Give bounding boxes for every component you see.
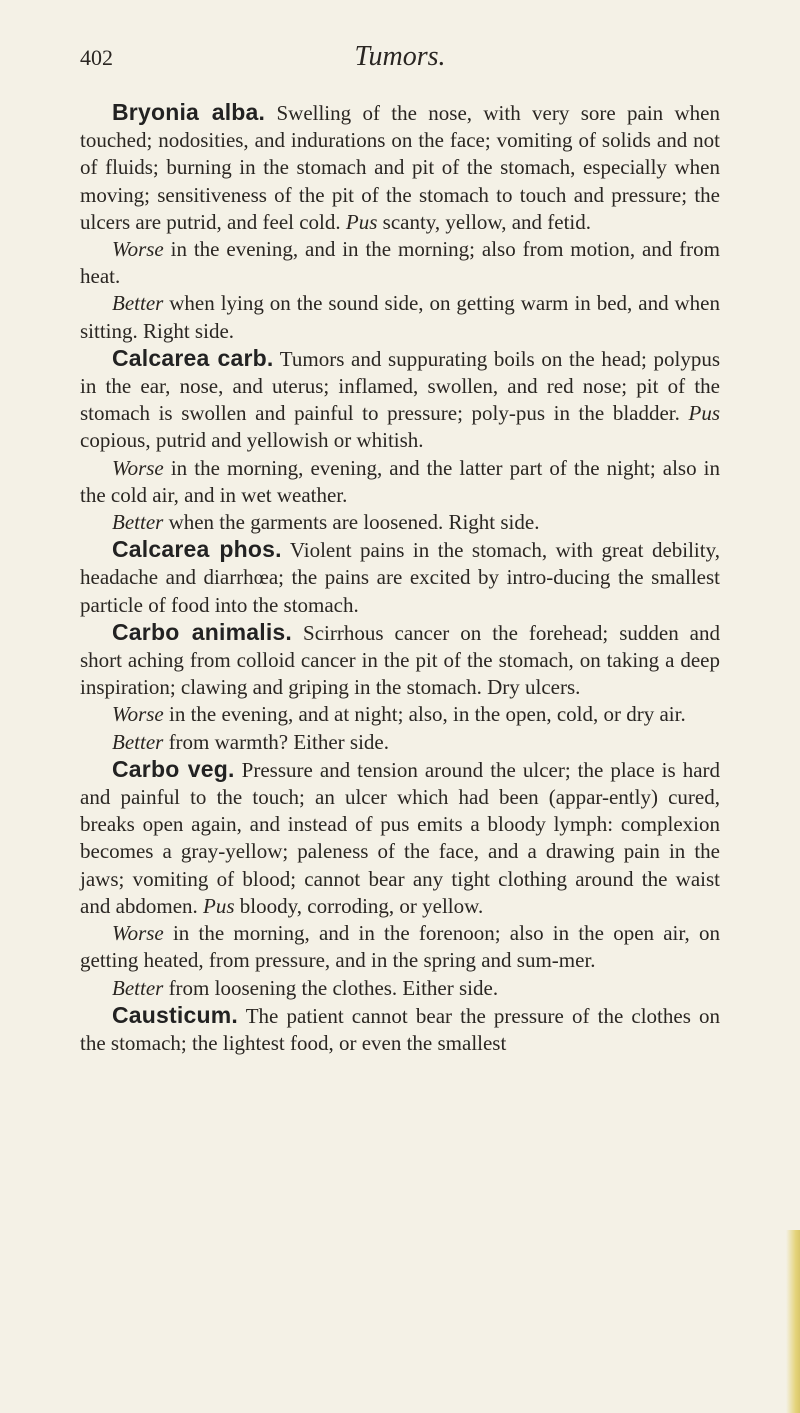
better-text: when lying on the sound side, on getting warm in bed, and when sitting. Right side. [80, 291, 720, 343]
pus-label: Pus [345, 209, 378, 234]
pus-text: bloody, corroding, or yellow. [239, 893, 484, 918]
entry-text: Scirrhous cancer on the forehead; sudden and short aching from colloid cancer in the pit of the stomach, on taking a deep inspiration; clawing and griping in the stomach. Dry ulcers. [80, 620, 721, 700]
entry-bryonia [80, 99, 720, 236]
worse-text: in the morning, and in the forenoon; also in the open air, on getting heated, from pressure, and in the spring and sum-mer. [80, 921, 720, 973]
remedy-name: Calcarea phos. [112, 536, 282, 563]
better-label: Better [112, 510, 164, 535]
page-number: 402 [80, 45, 113, 70]
remedy-name: Carbo veg. [112, 755, 235, 782]
entry-calcarea-carb [80, 345, 720, 455]
pus-text: copious, putrid and yellowish or whitish. [80, 428, 424, 453]
entry-causticum [80, 1002, 720, 1057]
entry-text: The patient cannot bear the pressure of the clothes on the stomach; the lightest food, or even the smallest [80, 1003, 720, 1055]
better-paragraph [80, 975, 720, 1002]
worse-paragraph [80, 920, 720, 974]
entry-text: Violent pains in the stomach, with great debility, headache and diarrhœa; the pains are excited by intro-ducing the smallest particle of food into the stomach. [80, 538, 720, 617]
better-paragraph [80, 729, 720, 756]
better-text: when the garments are loosened. Right side. [168, 510, 540, 535]
better-paragraph [80, 509, 720, 536]
entry-text: Tumors and suppurating boils on the head; polypus in the ear, nose, and uterus; inflamed, swollen, and red nose; pit of the stomach is swollen and painful to pressure; poly-pus in the bladder. [80, 346, 721, 426]
better-text: from loosening the clothes. Either side. [168, 975, 499, 1000]
body-text [80, 99, 720, 1057]
worse-label: Worse [112, 702, 164, 727]
remedy-name: Calcarea carb. [112, 344, 274, 371]
remedy-name: Causticum. [112, 1001, 238, 1028]
remedy-name: Carbo animalis. [112, 618, 293, 645]
better-text: from warmth? Either side. [168, 729, 389, 754]
worse-paragraph [80, 236, 720, 290]
worse-text: in the evening, and in the morning; also from motion, and from heat. [80, 237, 720, 289]
worse-label: Worse [112, 921, 164, 946]
pus-label: Pus [688, 401, 720, 426]
worse-label: Worse [112, 455, 164, 480]
worse-text: in the evening, and at night; also, in the open, cold, or dry air. [168, 702, 686, 727]
better-label: Better [112, 729, 164, 754]
entry-calcarea-phos [80, 536, 720, 619]
worse-label: Worse [112, 237, 164, 262]
entry-carbo-animalis [80, 619, 720, 702]
entry-text: Swelling of the nose, with very sore pain when touched; nodosities, and indurations on the face; vomiting of solids and not of fluids; burning in the stomach and pit of the stomach, especially when moving; sensitiveness of the pit of the stomach to touch and pressure; the ulcers are putrid, and feel cold. [80, 101, 720, 234]
entry-carbo-veg [80, 756, 720, 920]
better-paragraph [80, 290, 720, 344]
entry-text: Pressure and tension around the ulcer; the place is hard and painful to the touch; an ulcer which had been (appar-ently) cured, breaks open again, and instead of pus emits a bloody lymph: complexion becomes a gray-yellow; paleness of the face, and a drawing pain in the jaws; vomiting of blood; cannot bear any tight clothing around the waist and abdomen. [80, 757, 721, 918]
book-page [80, 41, 721, 1057]
better-label: Better [112, 975, 164, 1000]
running-title: Tumors. [354, 41, 446, 72]
better-label: Better [112, 291, 164, 316]
worse-text: in the morning, evening, and the latter part of the night; also in the cold air, and in wet weather. [80, 455, 720, 507]
pus-text: scanty, yellow, and fetid. [382, 209, 592, 234]
worse-paragraph [80, 455, 720, 509]
pus-label: Pus [203, 893, 235, 918]
remedy-name: Bryonia alba. [112, 99, 266, 125]
worse-paragraph [80, 701, 720, 728]
page-header [80, 41, 720, 85]
page-edge-stain [786, 1230, 800, 1413]
